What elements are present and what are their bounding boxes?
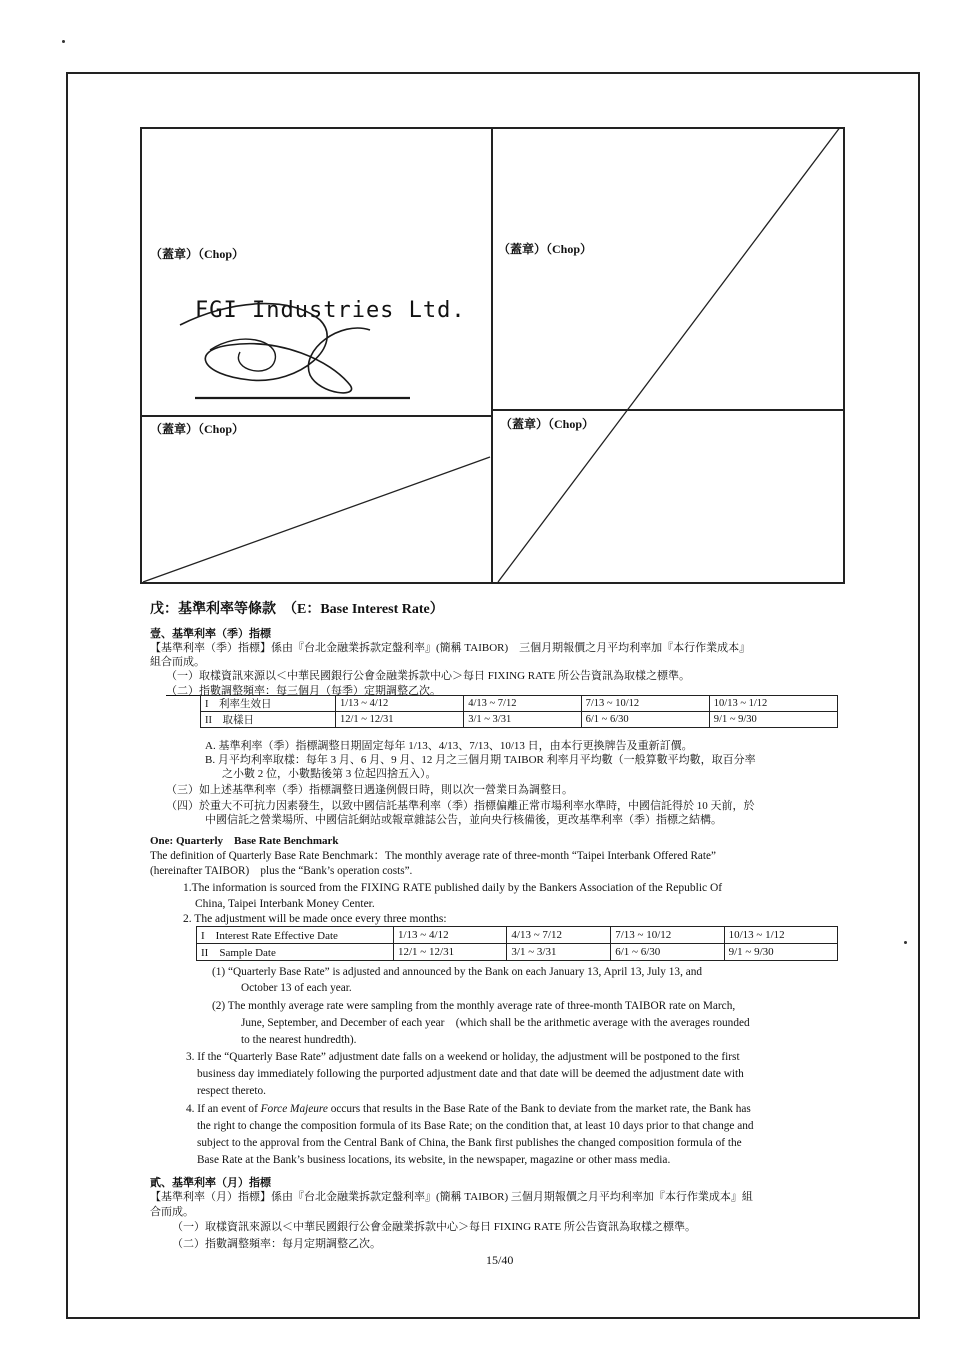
table-cell: 10/13 ~ 1/12	[709, 696, 837, 712]
rule-item: （一）取樣資訊來源以＜中華民國銀行公會金融業拆款中心＞每日 FIXING RATE 所公告資訊為取樣之標準。	[166, 670, 691, 682]
definition-line: 組合而成。	[150, 656, 205, 668]
rule-item: （一）取樣資訊來源以＜中華民國銀行公會金融業拆款中心＞每日 FIXING RATE 所公告資訊為取樣之標準。	[172, 1221, 697, 1233]
section-two-title: 貳、基準利率（月）指標	[150, 1177, 271, 1189]
english-note-2: June, September, and December of each year (which shall be the arithmetic average with the averages rounded	[241, 1017, 750, 1029]
table-cell: 7/13 ~ 10/12	[581, 696, 709, 712]
rule-item: 中國信託之營業場所、中國信託網站或報章雜誌公告，並向央行核備後，更改基準利率（季）指標之結構。	[205, 814, 722, 826]
table-cell: 12/1 ~ 12/31	[394, 944, 507, 961]
scan-speck	[904, 941, 907, 944]
chop-label-1: （蓋章）（Chop）	[150, 247, 245, 261]
english-note-1: (1) “Quarterly Base Rate” is adjusted and announced by the Bank on each January 13, April 13, July 13, and	[212, 966, 703, 978]
english-definition: The definition of Quarterly Base Rate Benchmark：The monthly average rate of three-month “Taipei Interbank Offered Rate”	[150, 850, 716, 862]
rule-item: （四）於重大不可抗力因素發生，以致中國信託基準利率（季）指標偏離正常市場利率水準時，中國信託得於 10 天前，於	[166, 800, 755, 812]
table-cell: 12/1 ~ 12/31	[336, 712, 464, 728]
table-cell: 10/13 ~ 1/12	[724, 927, 837, 944]
table-cell: 3/1 ~ 3/31	[507, 944, 611, 961]
definition-line: 【基準利率（月）指標】係由『台北金融業拆款定盤利率』(簡稱 TAIBOR) 三個月期報價之月平均利率加『本行作業成本』組	[150, 1191, 753, 1203]
chop-label-2: （蓋章）（Chop）	[498, 242, 593, 256]
en-rate-table	[196, 926, 838, 961]
english-paragraph-2: 2. The adjustment will be made once every three months:	[183, 913, 447, 925]
table-cell: I Interest Rate Effective Date	[197, 927, 394, 944]
scan-speck	[62, 40, 65, 43]
table-row	[201, 712, 838, 728]
table-cell: 3/1 ~ 3/31	[464, 712, 581, 728]
table-cell: II Sample Date	[197, 944, 394, 961]
chop-label-4: （蓋章）（Chop）	[500, 417, 595, 431]
definition-line: 合而成。	[150, 1206, 194, 1218]
table-cell: 6/1 ~ 6/30	[581, 712, 709, 728]
zh-rate-table	[200, 695, 838, 728]
page-number: 15/40	[486, 1253, 514, 1267]
note-b: 之小數 2 位，小數點後第 3 位起四捨五入）。	[222, 768, 437, 780]
note-a: A. 基準利率（季）指標調整日期固定每年 1/13、4/13、7/13、10/13 日，由本行更換牌告及重新訂價。	[205, 740, 693, 752]
rule-item: （二）指數調整頻率：每三個月（每季）定期調整乙次。	[166, 685, 441, 697]
english-note-2: to the nearest hundredth).	[241, 1034, 357, 1046]
table-cell: II 取樣日	[201, 712, 336, 728]
chop-label-3: （蓋章）（Chop）	[150, 422, 245, 436]
english-note-1: October 13 of each year.	[241, 982, 352, 994]
english-paragraph-1: China, Taipei Interbank Money Center.	[195, 898, 375, 910]
english-note-2: (2) The monthly average rate were sampling from the monthly average rate of three-month TAIBOR rate on March,	[212, 1000, 736, 1012]
company-name: FGI Industries Ltd.	[195, 298, 466, 323]
table-cell: I 利率生效日	[201, 696, 336, 712]
table-cell: 6/1 ~ 6/30	[611, 944, 724, 961]
table-row	[197, 944, 838, 961]
english-paragraph-4	[186, 1102, 751, 1116]
handwritten-signature	[170, 290, 430, 410]
section-e-title: 戊：基準利率等條款 （E：Base Interest Rate）	[150, 602, 444, 617]
rule-item: （三）如上述基準利率（季）指標調整日遇逢例假日時，則以次一營業日為調整日。	[166, 784, 573, 796]
english-paragraph-4: Base Rate at the Bank’s business locations, its website, in the newspaper, magazine or other mass media.	[197, 1154, 671, 1166]
table-cell: 4/13 ~ 7/12	[464, 696, 581, 712]
table-cell: 4/13 ~ 7/12	[507, 927, 611, 944]
english-title: One: Quarterly Base Rate Benchmark	[150, 835, 339, 847]
table-row	[197, 927, 838, 944]
english-paragraph-3: respect thereto.	[197, 1085, 267, 1097]
rule-item: （二）指數調整頻率：每月定期調整乙次。	[172, 1238, 381, 1250]
table-cell: 7/13 ~ 10/12	[611, 927, 724, 944]
table-cell: 9/1 ~ 9/30	[724, 944, 837, 961]
table-cell: 1/13 ~ 4/12	[394, 927, 507, 944]
table-row	[201, 696, 838, 712]
english-paragraph-3: 3. If the “Quarterly Base Rate” adjustment date falls on a weekend or holiday, the adjustment will be postponed to the first	[186, 1051, 740, 1063]
definition-line: 【基準利率（季）指標】係由『台北金融業拆款定盤利率』(簡稱 TAIBOR) 三個月期報價之月平均利率加『本行作業成本』	[150, 642, 751, 654]
table-cell: 9/1 ~ 9/30	[709, 712, 837, 728]
paragraph-4-prefix: 4. If an event of	[186, 1103, 261, 1115]
english-paragraph-4: subject to the approval from the Central Bank of China, the Bank first publishes the changed composition formula of the	[197, 1137, 742, 1149]
note-b: B. 月平均利率取樣：每年 3 月、6 月、9 月、12 月之三個月期 TAIBOR 利率月平均數（一般算數平均數，取百分率	[205, 754, 756, 766]
english-paragraph-1: 1.The information is sourced from the FIXING RATE published daily by the Bankers Association of the Republic Of	[183, 882, 723, 894]
section-one-title: 壹、基準利率（季）指標	[150, 628, 271, 640]
english-paragraph-4: the right to change the composition formula of its Base Rate; on the condition that, at least 10 days prior to that change and	[197, 1120, 754, 1132]
force-majeure-term: Force Majeure	[260, 1103, 328, 1115]
english-definition: (hereinafter TAIBOR) plus the “Bank’s operation costs”.	[150, 865, 413, 877]
paragraph-4-rest: occurs that results in the Base Rate of the Bank to deviate from the market rate, the Bank has	[327, 1103, 751, 1115]
table-cell: 1/13 ~ 4/12	[336, 696, 464, 712]
english-paragraph-3: business day immediately following the purported adjustment date and that date will be deemed the adjustment date with	[197, 1068, 744, 1080]
